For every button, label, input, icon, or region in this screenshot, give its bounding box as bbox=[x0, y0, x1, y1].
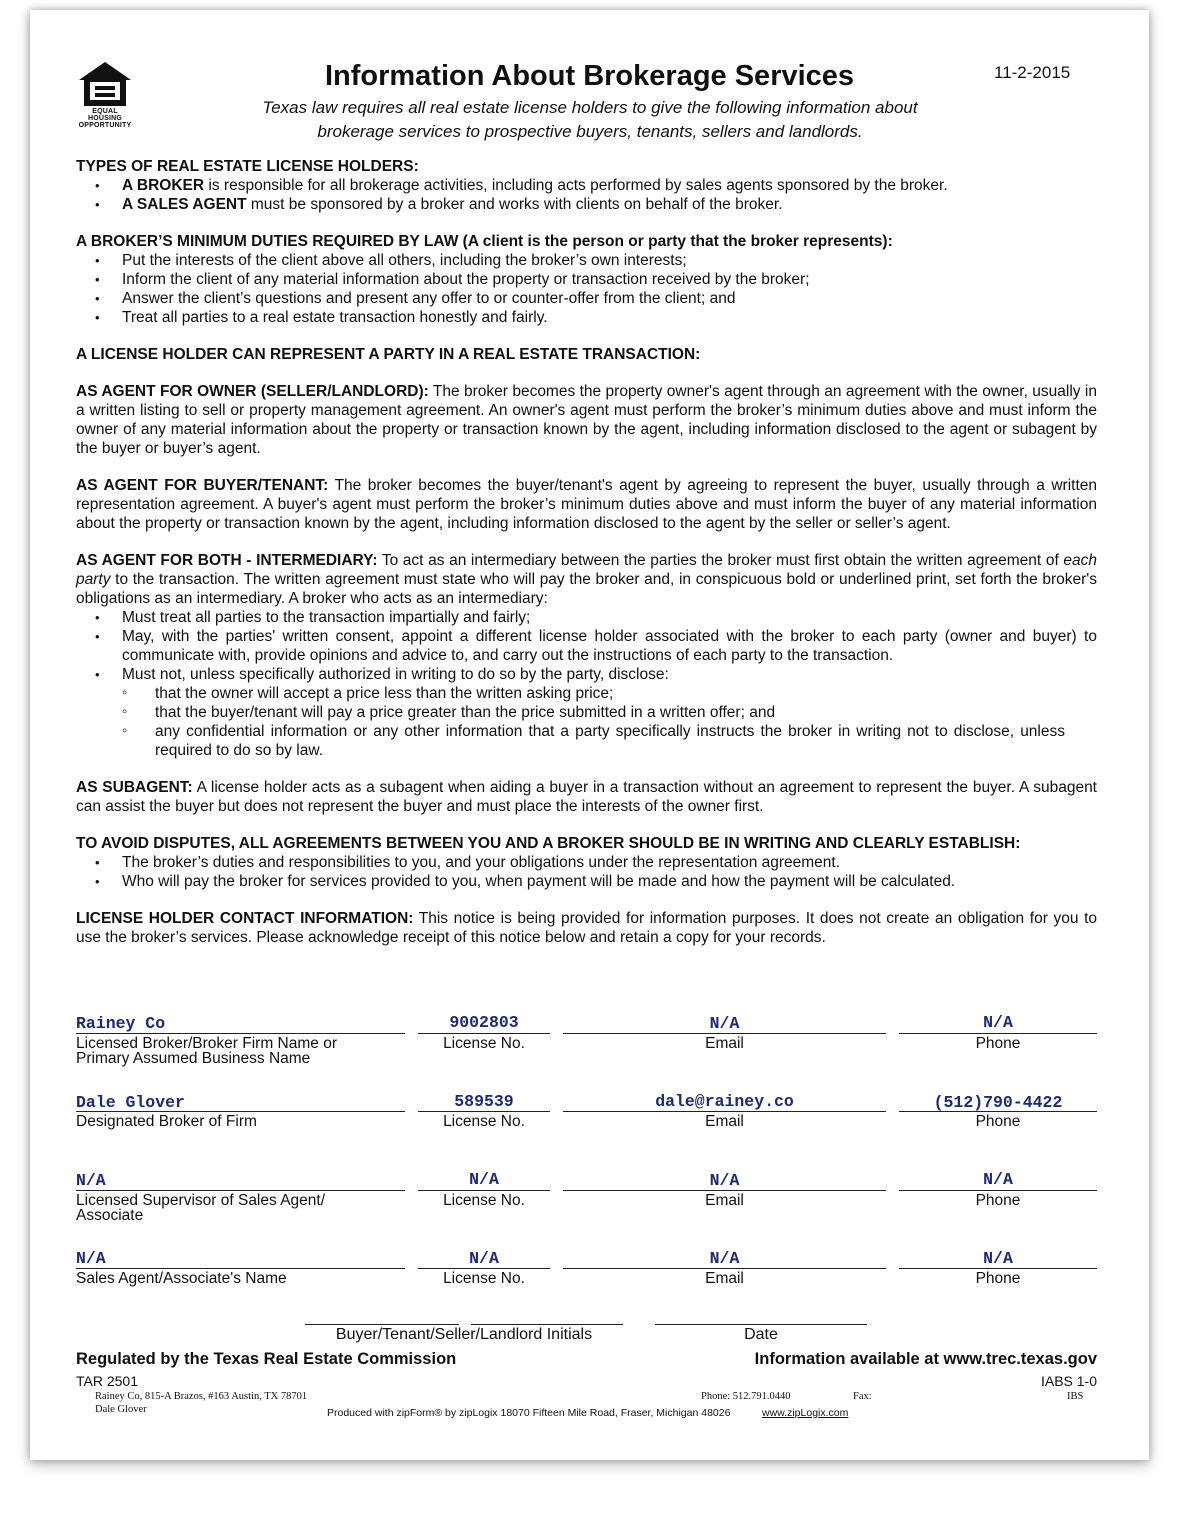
types-heading: TYPES OF REAL ESTATE LICENSE HOLDERS: bbox=[76, 158, 419, 175]
contact-info-paragraph bbox=[76, 909, 1097, 947]
intermediary-text-b: to the transaction. The written agreement must state who will pay the broker and, in conspicuous bold or underlined print, set forth the broker's obligations as an intermediary. A broker who acts as an intermediary: bbox=[76, 571, 1097, 607]
supervisor-license-field[interactable]: N/A bbox=[469, 1170, 499, 1189]
supervisor-email-field[interactable]: N/A bbox=[709, 1171, 740, 1190]
list-item: • Answer the client’s questions and present any offer to or counter-offer from the client; and bbox=[122, 289, 1097, 308]
page-title: Information About Brokerage Services bbox=[324, 60, 855, 92]
sales-agent-name-field[interactable]: N/A bbox=[76, 1249, 106, 1268]
underline bbox=[899, 1111, 1097, 1112]
broker-name-label bbox=[76, 1036, 337, 1066]
office-address: Rainey Co, 815-A Brazos, #163 Austin, TX 78701 bbox=[95, 1391, 308, 1402]
owner-paragraph bbox=[76, 382, 1097, 458]
email-label: Email bbox=[705, 1270, 744, 1287]
duties-list bbox=[76, 251, 1097, 327]
tar-number: TAR 2501 bbox=[76, 1373, 138, 1389]
ibs-code: IBS bbox=[1067, 1391, 1084, 1402]
info-available: Information available at www.trec.texas.gov bbox=[754, 1350, 1097, 1368]
broker-phone-field[interactable]: N/A bbox=[983, 1013, 1013, 1032]
supervisor-phone-field[interactable]: N/A bbox=[983, 1170, 1013, 1189]
license-label: License No. bbox=[443, 1113, 525, 1130]
subagent-text: A license holder acts as a subagent when aiding a buyer in a transaction without an agreement to represent the buyer. A subagent can assist the buyer but does not represent the buyer and must place the interests of the owner first. bbox=[76, 779, 1097, 815]
broker-name-field[interactable]: Rainey Co bbox=[76, 1014, 166, 1033]
iabs-number: IABS 1-0 bbox=[1040, 1373, 1097, 1389]
office-fax: Fax: bbox=[853, 1391, 872, 1402]
broker-license-field[interactable]: 9002803 bbox=[449, 1013, 519, 1032]
underline bbox=[563, 1268, 886, 1269]
list-item: • May, with the parties' written consent, appoint a different license holder associated with the broker to each party (owner and buyer) to communicate with, provide opinions and advice to, and carry out the instructions of each party to the transaction. bbox=[122, 627, 1097, 665]
regulated-by: Regulated by the Texas Real Estate Commission bbox=[76, 1350, 457, 1368]
document-page bbox=[30, 10, 1149, 1460]
designated-broker-phone-field[interactable]: (512)790-4422 bbox=[933, 1093, 1063, 1112]
initials-line-2[interactable] bbox=[471, 1324, 623, 1325]
intermediary-term: AS AGENT FOR BOTH - INTERMEDIARY: bbox=[76, 552, 378, 569]
list-item-text: Must not, unless specifically authorized in writing to do so by the party, disclose: bbox=[122, 666, 669, 683]
underline bbox=[899, 1268, 1097, 1269]
represent-heading: A LICENSE HOLDER CAN REPRESENT A PARTY IN A REAL ESTATE TRANSACTION: bbox=[76, 346, 701, 363]
contact-info-text: This notice is being provided for information purposes. It does not create an obligation for you to use the broker’s services. Please acknowledge receipt of this notice below and retain a copy for your records. bbox=[76, 910, 1098, 946]
underline bbox=[418, 1033, 550, 1034]
disputes-list bbox=[76, 853, 1097, 891]
underline bbox=[76, 1268, 405, 1269]
underline bbox=[418, 1111, 550, 1112]
sales-agent-label: Sales Agent/Associate's Name bbox=[76, 1270, 287, 1287]
broker-desc: is responsible for all brokerage activities, including acts performed by sales agents sponsored by the broker. bbox=[204, 177, 948, 194]
list-item bbox=[122, 665, 1097, 760]
underline bbox=[76, 1111, 405, 1112]
intermediary-list bbox=[76, 608, 1097, 760]
underline bbox=[418, 1268, 550, 1269]
initials-line-1[interactable] bbox=[305, 1324, 459, 1325]
list-item: • Must treat all parties to the transaction impartially and fairly; bbox=[122, 608, 1097, 627]
duties-heading: A BROKER’S MINIMUM DUTIES REQUIRED BY LAW (A client is the person or party that the broker represents): bbox=[76, 233, 893, 250]
subtitle bbox=[180, 96, 1000, 144]
label-line: Licensed Broker/Broker Firm Name or bbox=[76, 1035, 337, 1052]
phone-label: Phone bbox=[975, 1192, 1021, 1209]
types-list bbox=[76, 176, 1097, 214]
underline bbox=[76, 1033, 405, 1034]
designated-broker-name-field[interactable]: Dale Glover bbox=[76, 1093, 185, 1112]
produced-with: Produced with zipForm® by zipLogix 18070 Fifteen Mile Road, Fraser, Michigan 48026 bbox=[327, 1407, 731, 1419]
buyer-text: The broker becomes the buyer/tenant's agent by agreeing to represent the buyer, usually through a written representation agreement. A buyer's agent must perform the broker’s minimum duties above and must inform the buyer of any material information about the property or transaction known by the agent, including information disclosed to the agent by the seller or seller’s agent. bbox=[76, 477, 1098, 532]
underline bbox=[899, 1033, 1097, 1034]
email-label: Email bbox=[705, 1035, 744, 1052]
subtitle-line2: brokerage services to prospective buyers, tenants, sellers and landlords. bbox=[317, 122, 863, 141]
subagent-term: AS SUBAGENT: bbox=[76, 779, 193, 796]
supervisor-label bbox=[76, 1193, 325, 1223]
underline bbox=[563, 1111, 886, 1112]
license-label: License No. bbox=[443, 1035, 525, 1052]
intermediary-paragraph bbox=[76, 551, 1097, 608]
office-phone: Phone: 512.791.0440 bbox=[701, 1391, 791, 1402]
sales-agent-desc: must be sponsored by a broker and works with clients on behalf of the broker. bbox=[246, 196, 783, 213]
designated-broker-email-field[interactable]: dale@rainey.co bbox=[655, 1092, 794, 1111]
subtitle-line1: Texas law requires all real estate license holders to give the following information about bbox=[262, 98, 918, 117]
intermediary-text-italic: each party bbox=[76, 552, 1097, 588]
sales-agent-phone-field[interactable]: N/A bbox=[983, 1249, 1013, 1268]
subagent-paragraph bbox=[76, 778, 1097, 816]
list-item: • Treat all parties to a real estate transaction honestly and fairly. bbox=[122, 308, 1097, 327]
disclose-sublist bbox=[122, 684, 1097, 760]
logo-text-line2: OPPORTUNITY bbox=[78, 122, 132, 129]
owner-text: The broker becomes the property owner's agent through an agreement with the owner, usually in a written listing to sell or property management agreement. An owner's agent must perform the broker’s minimum duties above and must inform the owner of any material information about the property or transaction known by the agent, including information disclosed to the agent or subagent by the buyer or buyer’s agent. bbox=[76, 383, 1097, 457]
supervisor-name-field[interactable]: N/A bbox=[76, 1171, 106, 1190]
ziplogix-link[interactable]: www.zipLogix.com bbox=[762, 1407, 849, 1419]
sales-agent-term: A SALES AGENT bbox=[122, 196, 247, 213]
phone-label: Phone bbox=[975, 1113, 1021, 1130]
contact-info-term: LICENSE HOLDER CONTACT INFORMATION: bbox=[76, 910, 414, 927]
form-date: 11-2-2015 bbox=[994, 63, 1071, 82]
underline bbox=[76, 1190, 405, 1191]
phone-label: Phone bbox=[975, 1270, 1021, 1287]
sublist-item: ◦ that the owner will accept a price less than the written asking price; bbox=[155, 684, 1097, 703]
agent-name: Dale Glover bbox=[95, 1404, 147, 1415]
label-line: Associate bbox=[76, 1207, 144, 1224]
broker-term: A BROKER bbox=[122, 177, 205, 194]
phone-label: Phone bbox=[975, 1035, 1021, 1052]
sublist-item: ◦ that the buyer/tenant will pay a price greater than the price submitted in a written offer; and bbox=[155, 703, 1097, 722]
email-label: Email bbox=[705, 1113, 744, 1130]
underline bbox=[563, 1033, 886, 1034]
sublist-item: ◦ any confidential information or any other information that a party specifically instructs the broker in writing not to disclose, unless required to do so by law. bbox=[155, 722, 1097, 760]
buyer-paragraph bbox=[76, 476, 1097, 533]
list-item bbox=[122, 176, 1097, 195]
disputes-heading: TO AVOID DISPUTES, ALL AGREEMENTS BETWEEN YOU AND A BROKER SHOULD BE IN WRITING AND CLEARLY ESTABLISH: bbox=[76, 835, 1021, 852]
initials-label: Buyer/Tenant/Seller/Landlord Initials bbox=[335, 1326, 593, 1343]
designated-broker-license-field[interactable]: 589539 bbox=[454, 1092, 514, 1111]
intermediary-text-a: To act as an intermediary between the parties the broker must first obtain the written agreement of bbox=[377, 552, 1064, 569]
sales-agent-license-field[interactable]: N/A bbox=[469, 1249, 499, 1268]
date-line[interactable] bbox=[655, 1324, 867, 1325]
buyer-term: AS AGENT FOR BUYER/TENANT: bbox=[76, 477, 329, 494]
list-item bbox=[122, 195, 1097, 214]
owner-term: AS AGENT FOR OWNER (SELLER/LANDLORD): bbox=[76, 383, 429, 400]
list-item: • Who will pay the broker for services provided to you, when payment will be made and how the payment will be calculated. bbox=[122, 872, 1097, 891]
designated-broker-label: Designated Broker of Firm bbox=[76, 1113, 257, 1130]
list-item: • Inform the client of any material information about the property or transaction received by the broker; bbox=[122, 270, 1097, 289]
underline bbox=[418, 1190, 550, 1191]
label-line: Licensed Supervisor of Sales Agent/ bbox=[76, 1192, 326, 1209]
underline bbox=[563, 1190, 886, 1191]
label-line: Primary Assumed Business Name bbox=[76, 1050, 311, 1067]
list-item: • The broker’s duties and responsibilities to you, and your obligations under the representation agreement. bbox=[122, 853, 1097, 872]
license-label: License No. bbox=[443, 1270, 525, 1287]
sales-agent-email-field[interactable]: N/A bbox=[709, 1249, 740, 1268]
broker-email-field[interactable]: N/A bbox=[709, 1014, 740, 1033]
main-content bbox=[76, 157, 1097, 947]
underline bbox=[899, 1190, 1097, 1191]
logo-text-line1: EQUAL HOUSING bbox=[87, 108, 123, 122]
license-label: License No. bbox=[443, 1192, 525, 1209]
email-label: Email bbox=[705, 1192, 744, 1209]
list-item: • Put the interests of the client above all others, including the broker’s own interests; bbox=[122, 251, 1097, 270]
date-label: Date bbox=[744, 1326, 778, 1343]
